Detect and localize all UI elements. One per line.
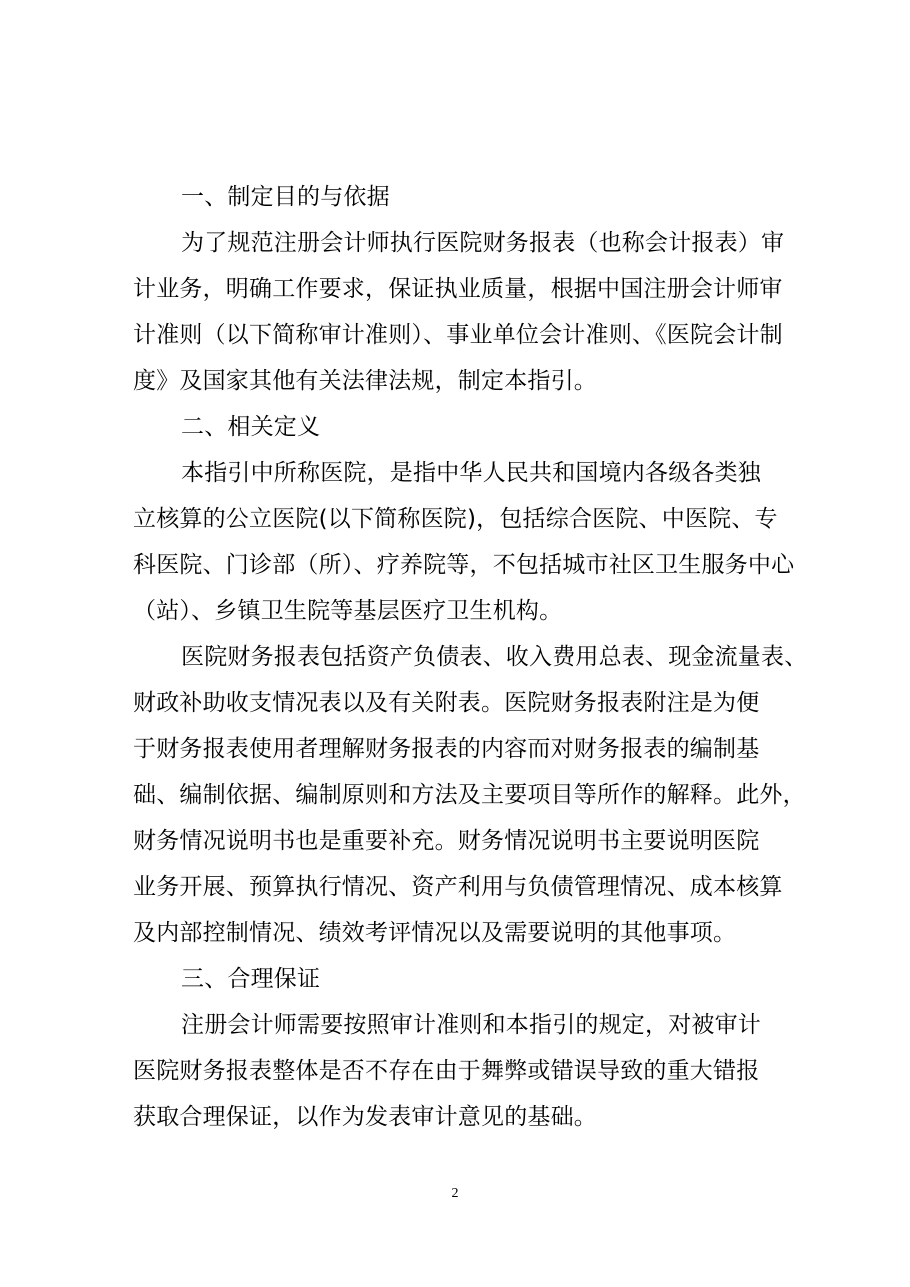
paragraph-financial-statements	[133, 634, 813, 956]
document-body	[133, 174, 813, 1140]
paragraph-purpose	[133, 220, 813, 404]
paragraph-line: 本指引中所称医院，是指中华人民共和国境内各级各类独	[181, 460, 761, 486]
page-number: 2	[451, 1186, 459, 1201]
section-heading-reasonable-assurance: 三、合理保证	[181, 966, 321, 992]
paragraph-line: 医院财务报表包括资产负债表、收入费用总表、现金流量表、	[181, 644, 808, 670]
paragraph-line: 及内部控制情况、绩效考评情况以及需要说明的其他事项。	[133, 920, 737, 946]
paragraph-line: 获取合理保证，以作为发表审计意见的基础。	[133, 1104, 597, 1130]
paragraph-reasonable-assurance	[133, 1002, 813, 1140]
paragraph-line: 科医院、门诊部（所）、疗养院等，不包括城市社区卫生服务中心	[133, 552, 795, 578]
paragraph-line: 财务情况说明书也是重要补充。财务情况说明书主要说明医院	[133, 828, 760, 854]
paragraph-line: 注册会计师需要按照审计准则和本指引的规定，对被审计	[181, 1012, 761, 1038]
paragraph-line: 立核算的公立医院(以下简称医院)，包括综合医院、中医院、专	[133, 506, 778, 532]
paragraph-line: 计准则（以下简称审计准则）、事业单位会计准则、《医院会计制	[133, 322, 783, 348]
paragraph-line: 业务开展、预算执行情况、资产利用与负债管理情况、成本核算	[133, 874, 783, 900]
paragraph-line: 医院财务报表整体是否不存在由于舞弊或错误导致的重大错报	[133, 1058, 760, 1084]
paragraph-line: 度》及国家其他有关法律法规，制定本指引。	[133, 368, 597, 394]
section-heading-definitions: 二、相关定义	[181, 414, 321, 440]
paragraph-line: 于财务报表使用者理解财务报表的内容而对财务报表的编制基	[133, 736, 760, 762]
paragraph-line: 础、编制依据、编制原则和方法及主要项目等所作的解释。此外，	[133, 782, 806, 808]
paragraph-line: 为了规范注册会计师执行医院财务报表（也称会计报表）审	[181, 230, 785, 256]
paragraph-line: 计业务，明确工作要求，保证执业质量，根据中国注册会计师审	[133, 276, 783, 302]
paragraph-hospital-definition	[133, 450, 813, 634]
paragraph-line: （站）、乡镇卫生院等基层医疗卫生机构。	[133, 598, 563, 624]
section-heading-purpose: 一、制定目的与依据	[181, 184, 390, 210]
paragraph-line: 财政补助收支情况表以及有关附表。医院财务报表附注是为便	[133, 690, 760, 716]
